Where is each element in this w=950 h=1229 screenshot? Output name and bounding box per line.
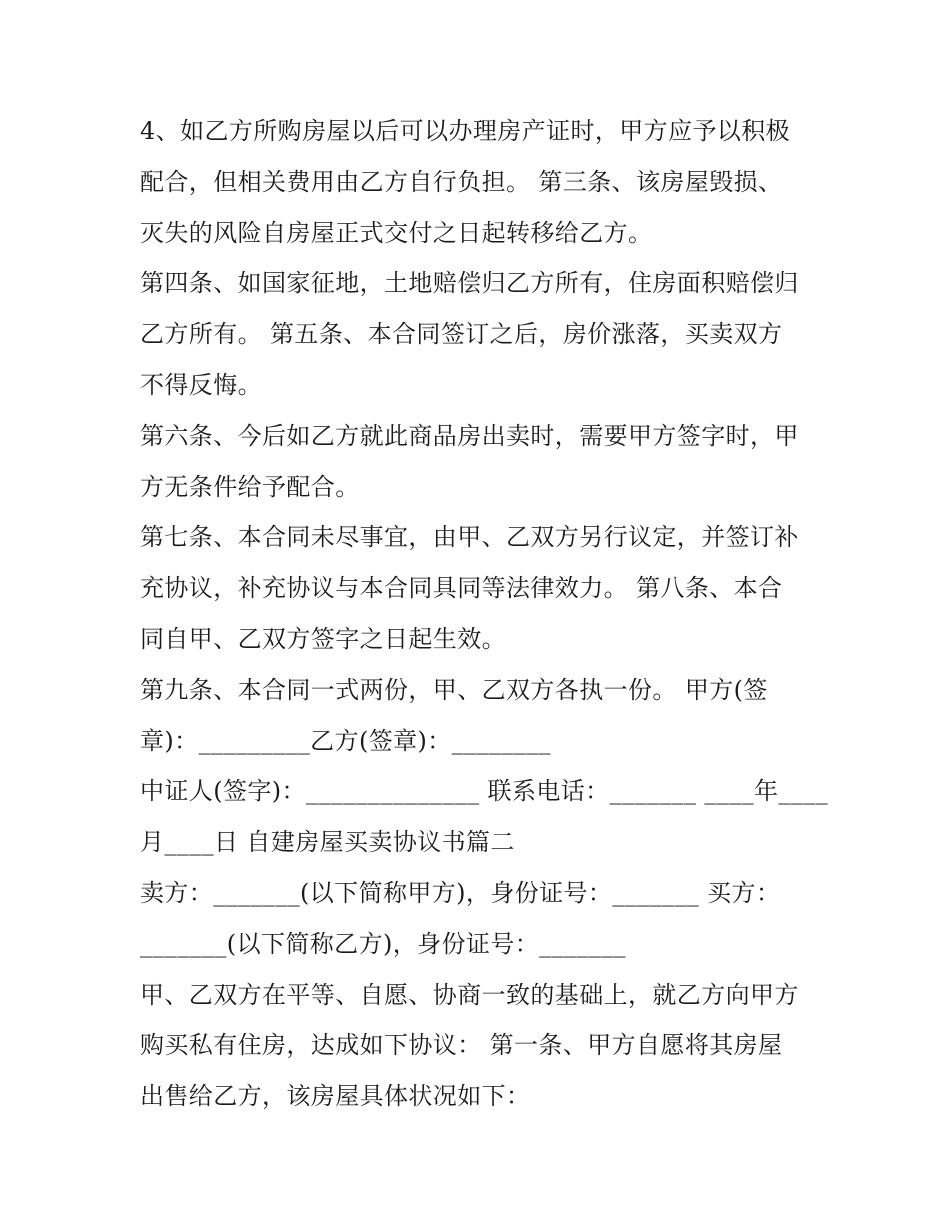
text-line: 第七条、本合同未尽事宜，由甲、乙双方另行议定，并签订补 xyxy=(140,523,799,552)
text-line: 月____日 自建房屋买卖协议书篇二 xyxy=(140,828,515,857)
text-line: 乙方所有。 第五条、本合同签订之后，房价涨落，买卖双方 xyxy=(140,320,783,349)
text-line: _______(以下简称乙方)，身份证号：_______ xyxy=(140,929,626,958)
text-line: 配合，但相关费用由乙方自行负担。 第三条、该房屋毁损、 xyxy=(140,167,783,196)
contract-text xyxy=(140,109,828,1125)
text-line: 章)：_________乙方(签章)：________ xyxy=(140,726,551,755)
text-line: 不得反悔。 xyxy=(140,370,262,399)
text-line: 灭失的风险自房屋正式交付之日起转移给乙方。 xyxy=(140,218,653,247)
text-line: 同自甲、乙双方签字之日起生效。 xyxy=(140,624,506,653)
text-line: 方无条件给予配合。 xyxy=(140,472,360,501)
text-line: 第六条、今后如乙方就此商品房出卖时，需要甲方签字时，甲 xyxy=(140,421,799,450)
text-line: 购买私有住房，达成如下协议： 第一条、甲方自愿将其房屋 xyxy=(140,1031,783,1060)
text-line: 卖方：_______(以下简称甲方)，身份证号：_______ 买方： xyxy=(140,878,781,907)
text-line: 第九条、本合同一式两份，甲、乙双方各执一份。 甲方(签 xyxy=(140,675,768,704)
text-line: 4、如乙方所购房屋以后可以办理房产证时，甲方应予以积极 xyxy=(140,117,791,145)
text-line: 充协议，补充协议与本合同具同等法律效力。 第八条、本合 xyxy=(140,574,783,603)
text-line: 出售给乙方，该房屋具体状况如下： xyxy=(140,1082,531,1111)
text-line: 中证人(签字)：______________ 联系电话：_______ ____年____ xyxy=(140,777,828,806)
text-line: 甲、乙双方在平等、自愿、协商一致的基础上，就乙方向甲方 xyxy=(140,980,799,1009)
text-line: 第四条、如国家征地，土地赔偿归乙方所有，住房面积赔偿归 xyxy=(140,269,799,298)
